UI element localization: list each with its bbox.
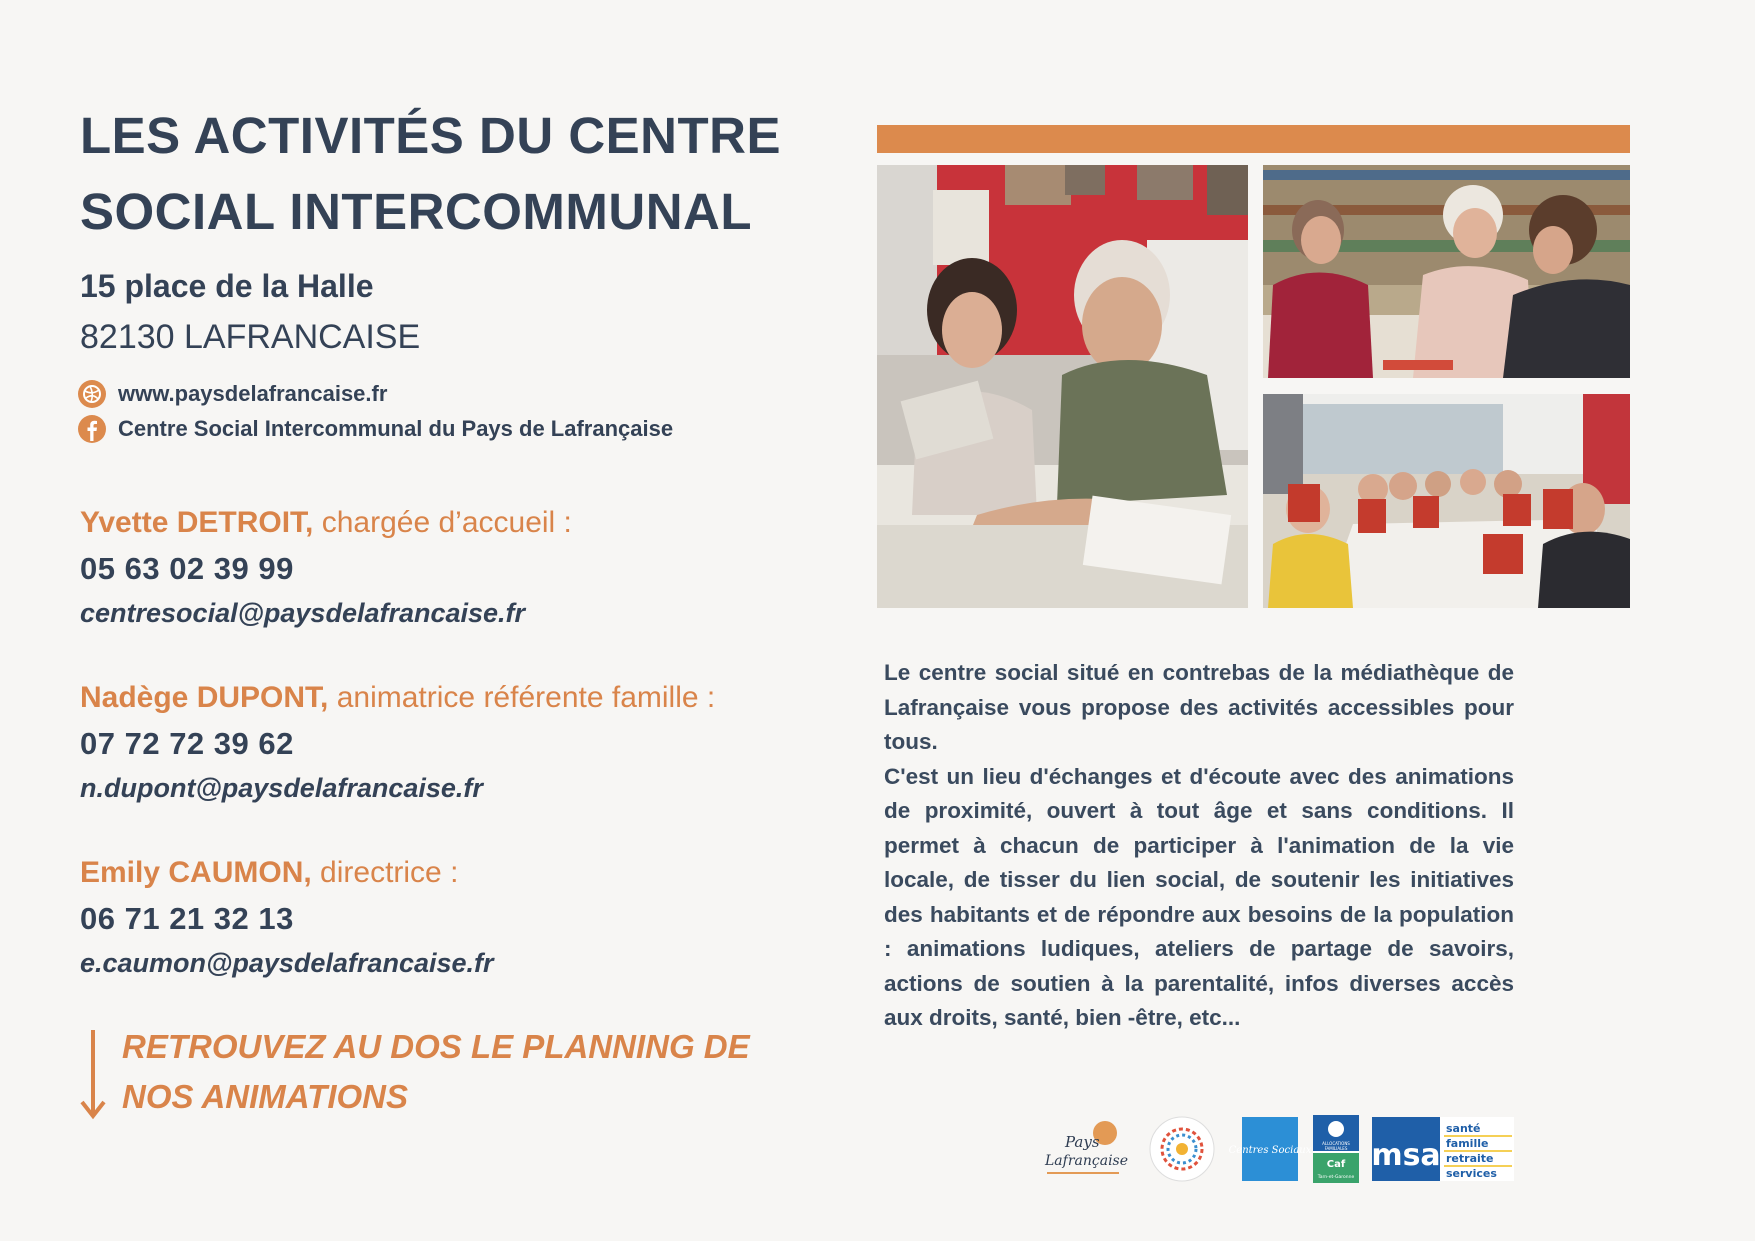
planning-callout xyxy=(122,1022,802,1122)
msa-word-1: santé xyxy=(1446,1122,1481,1135)
contact-1-name: Yvette DETROIT, xyxy=(80,506,314,539)
caf-text-3: Caf xyxy=(1326,1159,1346,1170)
caf-text-1: ALLOCATIONS xyxy=(1322,1141,1350,1146)
title-line-2: SOCIAL INTERCOMMUNAL xyxy=(80,183,753,240)
website-link[interactable]: www.paysdelafrancaise.fr xyxy=(118,381,388,406)
photo-group-activity xyxy=(1263,394,1630,608)
contact-2-heading xyxy=(80,681,715,715)
contact-2-role: animatrice référente famille : xyxy=(328,681,716,714)
msa-text: msa xyxy=(1371,1138,1441,1173)
globe-icon xyxy=(78,380,106,408)
cta-line-2: NOS ANIMATIONS xyxy=(122,1078,408,1115)
description-body: C'est un lieu d'échanges et d'écoute avec des animations de proximité, ouvert à tout âge et sans conditions. Il permet à chacun de participer à l'animation de la vie locale, de tisser du lien social, de soutenir les initiatives des habitants et de répondre aux besoins de la population : animations ludiques, ateliers de partage de savoirs, actions de soutien à la parentalité, infos diverses accès aux droits, santé, bien -être, etc... xyxy=(884,763,1514,1030)
address-city: 82130 LAFRANCAISE xyxy=(80,318,421,356)
contact-1-phone[interactable]: 05 63 02 39 99 xyxy=(80,551,294,586)
contact-3-name: Emily CAUMON, xyxy=(80,856,312,889)
page-title xyxy=(80,98,800,250)
cta-line-1: RETROUVEZ AU DOS LE PLANNING DE xyxy=(122,1028,750,1065)
website-row[interactable] xyxy=(78,380,387,408)
centres-sociaux-logo xyxy=(1228,1115,1312,1183)
contact-2-phone[interactable]: 07 72 72 39 62 xyxy=(80,726,294,761)
pays-logo-text-1: Pays xyxy=(1065,1133,1100,1151)
contact-3-phone[interactable]: 06 71 21 32 13 xyxy=(80,901,294,936)
photo-library-workshop xyxy=(1263,165,1630,378)
decorative-bar xyxy=(877,125,1630,153)
pays-logo-text-2: Lafrançaise xyxy=(1045,1153,1129,1169)
facebook-link[interactable]: Centre Social Intercommunal du Pays de Lafrançaise xyxy=(118,416,674,441)
contact-2-name: Nadège DUPONT, xyxy=(80,681,329,714)
description xyxy=(884,656,1514,1036)
contact-2-email[interactable]: n.dupont@paysdelafrancaise.fr xyxy=(80,773,483,803)
contact-1-role: chargée d’accueil : xyxy=(313,506,572,539)
caf-logo xyxy=(1313,1115,1359,1183)
msa-logo xyxy=(1372,1115,1514,1183)
title-line-1: LES ACTIVITÉS DU CENTRE xyxy=(80,107,781,164)
pays-lafrancaise-logo xyxy=(1043,1115,1129,1183)
contact-3-heading xyxy=(80,856,458,890)
centres-sociaux-text: Centres Sociaux xyxy=(1228,1145,1312,1156)
caf-text-2: FAMILIALES xyxy=(1324,1146,1348,1151)
contact-3-email[interactable]: e.caumon@paysdelafrancaise.fr xyxy=(80,948,494,978)
msa-word-2: famille xyxy=(1446,1137,1489,1150)
arrow-down-icon xyxy=(78,1028,108,1120)
photo-girl-and-grandfather xyxy=(877,165,1248,608)
facebook-icon xyxy=(78,415,106,443)
msa-word-4: services xyxy=(1446,1167,1497,1180)
contact-1-heading xyxy=(80,506,572,540)
msa-word-3: retraite xyxy=(1446,1152,1494,1165)
facebook-row[interactable] xyxy=(78,415,673,443)
contact-1-email[interactable]: centresocial@paysdelafrancaise.fr xyxy=(80,598,526,628)
centre-social-circle-logo xyxy=(1145,1115,1219,1183)
contact-3-role: directrice : xyxy=(311,856,459,889)
caf-text-4: Tarn-et-Garonne xyxy=(1317,1175,1355,1180)
description-intro: Le centre social situé en contrebas de la médiathèque de Lafrançaise vous propose des activités accessibles pour tous. xyxy=(884,660,1514,754)
address-street: 15 place de la Halle xyxy=(80,268,374,304)
